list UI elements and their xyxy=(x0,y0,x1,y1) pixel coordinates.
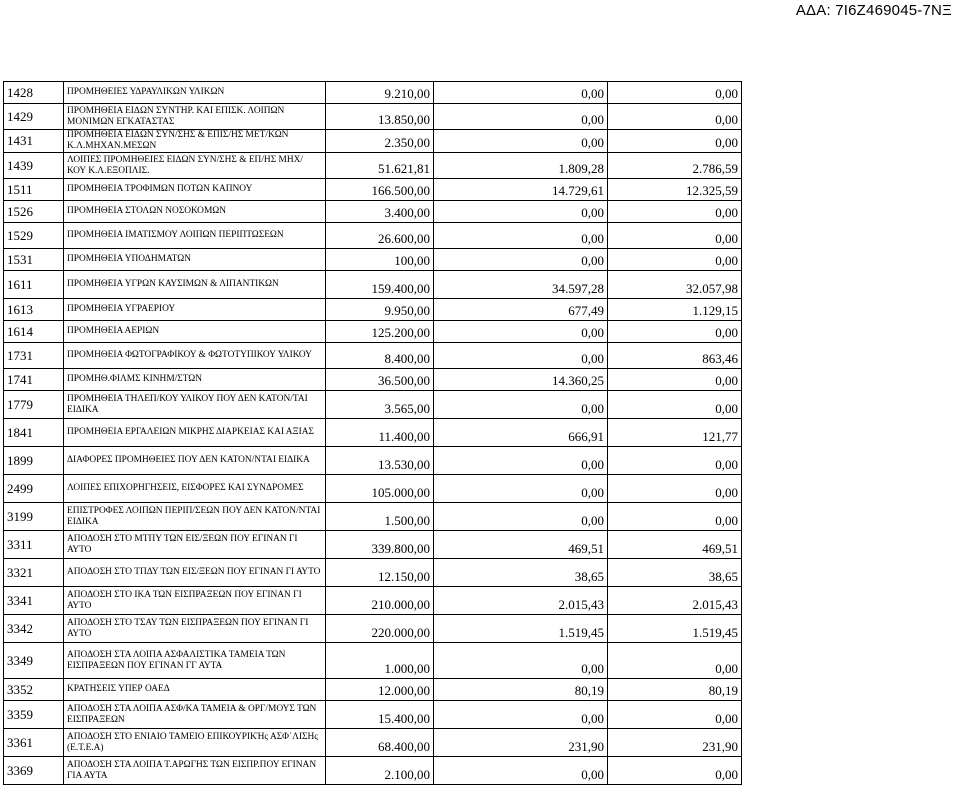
row-code: 3359 xyxy=(4,701,64,729)
table-row xyxy=(4,729,742,757)
row-amount-3: 0,00 xyxy=(608,249,742,271)
table-row xyxy=(4,643,742,679)
row-amount-3: 0,00 xyxy=(608,757,742,785)
row-amount-1: 15.400,00 xyxy=(326,701,434,729)
table-row xyxy=(4,447,742,475)
row-amount-2: 0,00 xyxy=(434,130,608,153)
row-amount-3: 0,00 xyxy=(608,223,742,249)
table-row xyxy=(4,82,742,104)
row-amount-1: 51.621,81 xyxy=(326,153,434,179)
row-amount-3: 80,19 xyxy=(608,679,742,701)
row-code: 1841 xyxy=(4,419,64,447)
row-amount-3: 0,00 xyxy=(608,321,742,343)
row-amount-3: 1.129,15 xyxy=(608,299,742,321)
row-description: ΠΡΟΜΗΘΕΙΑ ΤΡΟΦΙΜΩΝ ΠΟΤΩΝ ΚΑΠΝΟΥ xyxy=(64,179,326,201)
row-amount-2: 0,00 xyxy=(434,701,608,729)
table-row xyxy=(4,503,742,531)
row-amount-3: 38,65 xyxy=(608,559,742,587)
row-amount-3: 469,51 xyxy=(608,531,742,559)
table-row xyxy=(4,419,742,447)
row-amount-2: 0,00 xyxy=(434,249,608,271)
row-amount-1: 36.500,00 xyxy=(326,369,434,391)
row-code: 3341 xyxy=(4,587,64,615)
table-row xyxy=(4,391,742,419)
table-row xyxy=(4,587,742,615)
table-row xyxy=(4,249,742,271)
row-code: 1741 xyxy=(4,369,64,391)
table-row xyxy=(4,343,742,369)
row-description: ΑΠΟΔΟΣΗ ΣΤΟ ΤΣΑΥ ΤΩΝ ΕΙΣΠΡΑΞΕΩΝ ΠΟΥ ΕΓΙΝΑΝ ΓΙ ΑΥΤΟ xyxy=(64,615,326,643)
row-description: ΛΟΙΠΕΣ ΕΠΙΧΟΡΗΓΗΣΕΙΣ, ΕΙΣΦΟΡΕΣ ΚΑΙ ΣΥΝΔΡΟΜΕΣ xyxy=(64,475,326,503)
row-description: ΠΡΟΜΗΘΕΙΑ ΣΤΟΛΩΝ ΝΟΣΟΚΟΜΩΝ xyxy=(64,201,326,223)
row-amount-1: 2.350,00 xyxy=(326,130,434,153)
row-code: 1529 xyxy=(4,223,64,249)
row-code: 3349 xyxy=(4,643,64,679)
row-amount-2: 0,00 xyxy=(434,757,608,785)
row-amount-3: 121,77 xyxy=(608,419,742,447)
row-description: ΠΡΟΜΗΘΕΙΑ ΕΙΔΩΝ ΣΥΝ/ΣΗΣ & ΕΠΙΣ/ΗΣ ΜΕΤ/ΚΩΝ Κ.Λ.ΜΗΧΑΝ.ΜΕΣΩΝ xyxy=(64,130,326,153)
table-row xyxy=(4,201,742,223)
row-amount-2: 0,00 xyxy=(434,391,608,419)
row-amount-2: 0,00 xyxy=(434,643,608,679)
row-description: ΑΠΟΔΟΣΗ ΣΤΟ ΤΠΔΥ ΤΩΝ ΕΙΣ/ΞΕΩΝ ΠΟΥ ΕΓΙΝΑΝ ΓΙ ΑΥΤΟ xyxy=(64,559,326,587)
row-amount-3: 0,00 xyxy=(608,391,742,419)
row-amount-2: 469,51 xyxy=(434,531,608,559)
row-code: 1526 xyxy=(4,201,64,223)
table-row xyxy=(4,475,742,503)
row-description: ΠΡΟΜΗΘΕΙΑ ΑΕΡΙΩΝ xyxy=(64,321,326,343)
row-code: 3361 xyxy=(4,729,64,757)
row-amount-2: 80,19 xyxy=(434,679,608,701)
row-code: 1531 xyxy=(4,249,64,271)
row-amount-1: 11.400,00 xyxy=(326,419,434,447)
row-description: ΠΡΟΜΗΘΕΙΑ ΕΡΓΑΛΕΙΩΝ ΜΙΚΡΗΣ ΔΙΑΡΚΕΙΑΣ ΚΑΙ ΑΞΙΑΣ xyxy=(64,419,326,447)
row-amount-1: 1.500,00 xyxy=(326,503,434,531)
row-code: 3311 xyxy=(4,531,64,559)
row-code: 1511 xyxy=(4,179,64,201)
row-amount-1: 68.400,00 xyxy=(326,729,434,757)
row-amount-3: 0,00 xyxy=(608,82,742,104)
budget-table-body xyxy=(4,82,742,785)
row-amount-1: 13.530,00 xyxy=(326,447,434,475)
row-amount-3: 0,00 xyxy=(608,503,742,531)
row-amount-1: 9.210,00 xyxy=(326,82,434,104)
row-amount-2: 666,91 xyxy=(434,419,608,447)
table-row xyxy=(4,104,742,130)
table-row xyxy=(4,223,742,249)
row-amount-2: 0,00 xyxy=(434,475,608,503)
table-row xyxy=(4,130,742,153)
row-amount-1: 12.000,00 xyxy=(326,679,434,701)
row-amount-1: 220.000,00 xyxy=(326,615,434,643)
table-row xyxy=(4,299,742,321)
row-description: ΑΠΟΔΟΣΗ ΣΤΟ ΜΤΠΥ ΤΩΝ ΕΙΣ/ΞΕΩΝ ΠΟΥ ΕΓΙΝΑΝ ΓΙ ΑΥΤΟ xyxy=(64,531,326,559)
row-code: 1429 xyxy=(4,104,64,130)
row-amount-1: 12.150,00 xyxy=(326,559,434,587)
row-description: ΛΟΙΠΕΣ ΠΡΟΜΗΘΕΙΕΣ ΕΙΔΩΝ ΣΥΝ/ΣΗΣ & ΕΠ/ΗΣ ΜΗΧ/ΚΟΥ Κ.Λ.ΕΞΟΠΛΙΣ. xyxy=(64,153,326,179)
row-description: ΔΙΑΦΟΡΕΣ ΠΡΟΜΗΘΕΙΕΣ ΠΟΥ ΔΕΝ ΚΑΤΟΝ/ΝΤΑΙ ΕΙΔΙΚΑ xyxy=(64,447,326,475)
row-amount-2: 0,00 xyxy=(434,223,608,249)
row-code: 3321 xyxy=(4,559,64,587)
row-amount-1: 125.200,00 xyxy=(326,321,434,343)
table-row xyxy=(4,679,742,701)
row-code: 3199 xyxy=(4,503,64,531)
table-row xyxy=(4,531,742,559)
row-amount-3: 12.325,59 xyxy=(608,179,742,201)
row-amount-1: 2.100,00 xyxy=(326,757,434,785)
row-amount-2: 0,00 xyxy=(434,321,608,343)
row-code: 2499 xyxy=(4,475,64,503)
row-code: 1428 xyxy=(4,82,64,104)
row-code: 1431 xyxy=(4,130,64,153)
row-code: 1613 xyxy=(4,299,64,321)
row-code: 1439 xyxy=(4,153,64,179)
row-amount-3: 2.786,59 xyxy=(608,153,742,179)
row-description: ΠΡΟΜΗΘΕΙΕΣ ΥΔΡΑΥΛΙΚΩΝ ΥΛΙΚΩΝ xyxy=(64,82,326,104)
row-amount-1: 26.600,00 xyxy=(326,223,434,249)
row-amount-1: 9.950,00 xyxy=(326,299,434,321)
row-code: 3352 xyxy=(4,679,64,701)
table-row xyxy=(4,179,742,201)
row-amount-1: 3.565,00 xyxy=(326,391,434,419)
row-code: 1731 xyxy=(4,343,64,369)
row-amount-3: 0,00 xyxy=(608,643,742,679)
row-description: ΠΡΟΜΗΘΕΙΑ ΤΗΛΕΠ/ΚΟΥ ΥΛΙΚΟΥ ΠΟΥ ΔΕΝ ΚΑΤΟΝ/ΤΑΙ ΕΙΔΙΚΑ xyxy=(64,391,326,419)
row-amount-1: 159.400,00 xyxy=(326,271,434,299)
row-amount-3: 0,00 xyxy=(608,130,742,153)
row-code: 1899 xyxy=(4,447,64,475)
row-code: 1614 xyxy=(4,321,64,343)
row-code: 3342 xyxy=(4,615,64,643)
row-description: ΚΡΑΤΗΣΕΙΣ ΥΠΕΡ ΟΑΕΔ xyxy=(64,679,326,701)
row-amount-2: 14.360,25 xyxy=(434,369,608,391)
row-amount-3: 32.057,98 xyxy=(608,271,742,299)
row-amount-2: 34.597,28 xyxy=(434,271,608,299)
row-amount-2: 38,65 xyxy=(434,559,608,587)
table-row xyxy=(4,321,742,343)
row-description: ΠΡΟΜΗΘ.ΦΙΛΜΣ ΚΙΝΗΜ/ΣΤΩΝ xyxy=(64,369,326,391)
row-code: 3369 xyxy=(4,757,64,785)
row-amount-3: 2.015,43 xyxy=(608,587,742,615)
row-amount-2: 0,00 xyxy=(434,201,608,223)
row-description: ΠΡΟΜΗΘΕΙΑ ΥΓΡΩΝ ΚΑΥΣΙΜΩΝ & ΛΙΠΑΝΤΙΚΩΝ xyxy=(64,271,326,299)
row-amount-1: 3.400,00 xyxy=(326,201,434,223)
row-code: 1611 xyxy=(4,271,64,299)
row-amount-1: 210.000,00 xyxy=(326,587,434,615)
row-description: ΠΡΟΜΗΘΕΙΑ ΥΠΟΔΗΜΑΤΩΝ xyxy=(64,249,326,271)
budget-table xyxy=(3,81,742,785)
row-amount-1: 100,00 xyxy=(326,249,434,271)
row-amount-3: 0,00 xyxy=(608,447,742,475)
row-description: ΑΠΟΔΟΣΗ ΣΤΑ ΛΟΙΠΑ ΑΣΦΑΛΙΣΤΙΚΑ ΤΑΜΕΙΑ ΤΩΝ ΕΙΣΠΡΑΞΕΩΝ ΠΟΥ ΕΓΙΝΑΝ ΓΓ ΑΥΤΑ xyxy=(64,643,326,679)
row-description: ΠΡΟΜΗΘΕΙΑ ΥΓΡΑΕΡΙΟΥ xyxy=(64,299,326,321)
row-amount-1: 8.400,00 xyxy=(326,343,434,369)
row-amount-2: 14.729,61 xyxy=(434,179,608,201)
row-description: ΠΡΟΜΗΘΕΙΑ ΦΩΤΟΓΡΑΦΙΚΟΥ & ΦΩΤΟΤΥΠΙΚΟΥ ΥΛΙΚΟΥ xyxy=(64,343,326,369)
row-description: ΑΠΟΔΟΣΗ ΣΤΟ ΙΚΑ ΤΩΝ ΕΙΣΠΡΑΞΕΩΝ ΠΟΥ ΕΓΙΝΑΝ ΓΙ ΑΥΤΟ xyxy=(64,587,326,615)
row-amount-3: 0,00 xyxy=(608,369,742,391)
row-amount-2: 0,00 xyxy=(434,503,608,531)
row-amount-1: 1.000,00 xyxy=(326,643,434,679)
row-amount-3: 0,00 xyxy=(608,475,742,503)
row-amount-2: 0,00 xyxy=(434,343,608,369)
row-amount-1: 339.800,00 xyxy=(326,531,434,559)
row-amount-2: 1.809,28 xyxy=(434,153,608,179)
row-amount-3: 0,00 xyxy=(608,201,742,223)
row-amount-3: 863,46 xyxy=(608,343,742,369)
row-description: ΑΠΟΔΟΣΗ ΣΤΟ ΕΝΙΑΙΟ ΤΑΜΕΙΟ ΕΠΙΚΟΥΡΙΚΉς ΑΣΦ΄ΛΙΣΗς (Ε.Τ.Ε.Α) xyxy=(64,729,326,757)
table-row xyxy=(4,701,742,729)
row-description: ΑΠΟΔΟΣΗ ΣΤΑ ΛΟΙΠΑ ΑΣΦ/ΚΑ ΤΑΜΕΙΑ & ΟΡΓ/ΜΟΥΣ ΤΩΝ ΕΙΣΠΡΑΞΕΩΝ xyxy=(64,701,326,729)
table-row xyxy=(4,271,742,299)
row-amount-3: 231,90 xyxy=(608,729,742,757)
row-amount-3: 0,00 xyxy=(608,104,742,130)
table-row xyxy=(4,615,742,643)
row-amount-3: 1.519,45 xyxy=(608,615,742,643)
row-description: ΑΠΟΔΟΣΗ ΣΤΑ ΛΟΙΠΑ Τ.ΑΡΩΓΗΣ ΤΩΝ ΕΙΣΠΡ.ΠΟΥ ΕΓΙΝΑΝ ΓΙΑ ΑΥΤΑ xyxy=(64,757,326,785)
ada-code: ΑΔΑ: 7Ι6Ζ469045-7ΝΞ xyxy=(795,2,952,19)
row-code: 1779 xyxy=(4,391,64,419)
row-amount-1: 166.500,00 xyxy=(326,179,434,201)
row-amount-1: 105.000,00 xyxy=(326,475,434,503)
table-row xyxy=(4,369,742,391)
row-amount-2: 231,90 xyxy=(434,729,608,757)
row-amount-2: 0,00 xyxy=(434,82,608,104)
row-description: ΠΡΟΜΗΘΕΙΑ ΕΙΔΩΝ ΣΥΝΤΗΡ. ΚΑΙ ΕΠΙΣΚ. ΛΟΙΠΩΝ ΜΟΝΙΜΩΝ ΕΓΚΑΤΑΣΤΑΣ xyxy=(64,104,326,130)
row-amount-2: 2.015,43 xyxy=(434,587,608,615)
table-row xyxy=(4,559,742,587)
row-amount-2: 1.519,45 xyxy=(434,615,608,643)
row-amount-2: 0,00 xyxy=(434,447,608,475)
row-description: ΕΠΙΣΤΡΟΦΕΣ ΛΟΙΠΩΝ ΠΕΡΙΠ/ΣΕΩΝ ΠΟΥ ΔΕΝ ΚΑΤΟΝ/ΝΤΑΙ ΕΙΔΙΚΑ xyxy=(64,503,326,531)
table-row xyxy=(4,757,742,785)
row-amount-3: 0,00 xyxy=(608,701,742,729)
row-description: ΠΡΟΜΗΘΕΙΑ ΙΜΑΤΙΣΜΟΥ ΛΟΙΠΩΝ ΠΕΡΙΠΤΩΣΕΩΝ xyxy=(64,223,326,249)
row-amount-2: 0,00 xyxy=(434,104,608,130)
row-amount-1: 13.850,00 xyxy=(326,104,434,130)
table-row xyxy=(4,153,742,179)
row-amount-2: 677,49 xyxy=(434,299,608,321)
